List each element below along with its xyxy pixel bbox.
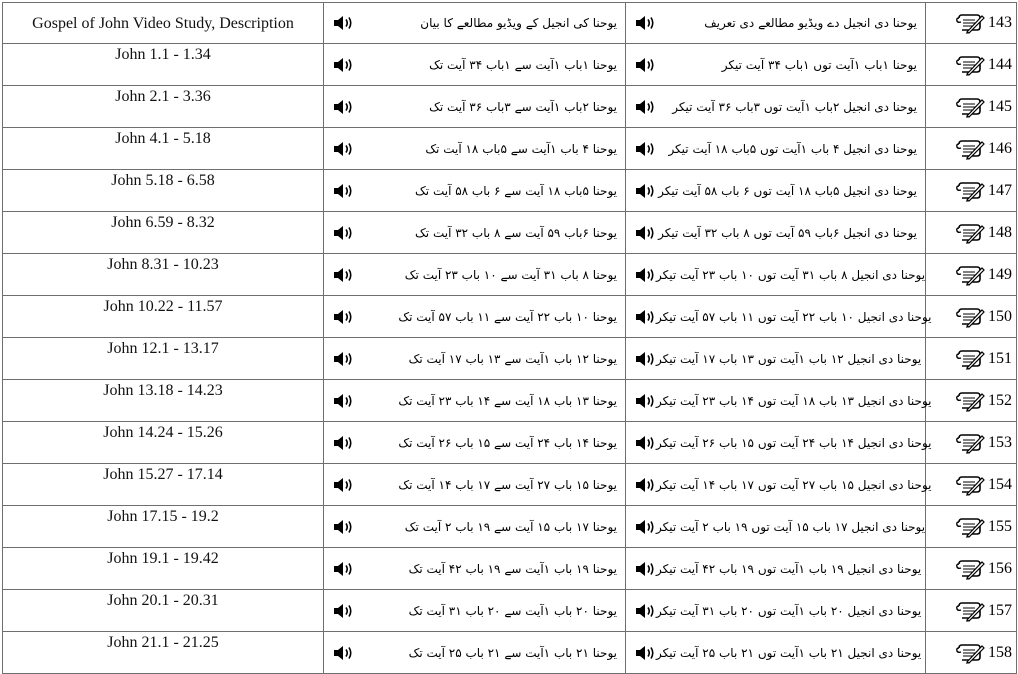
row-number: 143 <box>988 14 1012 31</box>
number-cell <box>926 338 1017 380</box>
speaker-icon[interactable] <box>634 603 656 619</box>
punjabi-cell <box>626 3 926 44</box>
reference-cell <box>3 590 324 632</box>
number-cell <box>926 170 1017 212</box>
urdu-audio-link[interactable]: یوحنا ۱۹ باب ۱آیت سے ۱۹ باب ۴۲ آیت تک <box>408 561 617 576</box>
scroll-quill-icon <box>955 264 985 286</box>
punjabi-audio-link[interactable]: یوحنا دی انجیل ۶باب ۵۹ آیت توں ۸ باب ۳۲ آیت تیکر <box>658 225 917 240</box>
punjabi-audio-link[interactable]: یوحنا دی انجیل ۸ باب ۳۱ آیت توں ۱۰ باب ۲۳ آیت تیکر <box>656 267 926 282</box>
row-number: 150 <box>988 307 1012 325</box>
row-number: 144 <box>988 55 1012 73</box>
table-row <box>3 3 1017 44</box>
urdu-cell <box>324 464 626 506</box>
punjabi-audio-link[interactable]: یوحنا دی انجیل ۱۴ باب ۲۴ آیت توں ۱۵ باب ۲۶ آیت تیکر <box>656 435 932 450</box>
punjabi-audio-link[interactable]: یوحنا دی انجیل ۱۲ باب ۱آیت توں ۱۳ باب ۱۷ آیت تیکر <box>656 351 922 366</box>
reference-cell <box>3 128 324 170</box>
speaker-icon[interactable] <box>634 561 656 577</box>
reference-cell <box>3 632 324 674</box>
table-row <box>3 422 1017 464</box>
reference-cell <box>3 422 324 464</box>
scroll-quill-icon <box>955 348 985 370</box>
reference-text: John 2.1 - 3.36 <box>115 88 211 105</box>
reference-text: John 12.1 - 13.17 <box>107 340 219 357</box>
table-row <box>3 506 1017 548</box>
speaker-icon[interactable] <box>332 183 354 199</box>
punjabi-audio-link[interactable]: یوحنا دی انجیل ۱۳ باب ۱۸ آیت توں ۱۴ باب ۲۳ آیت تیکر <box>656 393 932 408</box>
speaker-icon[interactable] <box>332 645 354 661</box>
reference-text: John 8.31 - 10.23 <box>107 256 219 273</box>
urdu-audio-link[interactable]: یوحنا ۵باب ۱۸ آیت سے ۶ باب ۵۸ آیت تک <box>415 183 617 198</box>
reference-text: John 13.18 - 14.23 <box>103 382 223 399</box>
urdu-audio-link[interactable]: یوحنا ۸ باب ۳۱ آیت سے ۱۰ باب ۲۳ آیت تک <box>404 267 617 282</box>
scroll-quill-icon <box>955 432 985 454</box>
punjabi-cell <box>626 632 926 674</box>
scroll-quill-icon <box>955 558 985 580</box>
reference-cell <box>3 464 324 506</box>
urdu-cell <box>324 632 626 674</box>
number-cell <box>926 296 1017 338</box>
scroll-quill-icon <box>955 516 985 538</box>
punjabi-cell <box>626 506 926 548</box>
number-cell <box>926 3 1017 44</box>
urdu-audio-link[interactable]: یوحنا ۶باب ۵۹ آیت سے ۸ باب ۳۲ آیت تک <box>415 225 617 240</box>
number-cell <box>926 128 1017 170</box>
punjabi-cell <box>626 548 926 590</box>
reference-text: John 1.1 - 1.34 <box>115 46 211 63</box>
urdu-audio-link[interactable]: یوحنا کی انجیل کے ویڈیو مطالعے کا بیان <box>420 16 617 30</box>
urdu-audio-link[interactable]: یوحنا ۱باب ۱آیت سے ۱باب ۳۴ آیت تک <box>429 57 617 72</box>
scroll-quill-icon <box>955 222 985 244</box>
punjabi-cell <box>626 86 926 128</box>
punjabi-cell <box>626 338 926 380</box>
punjabi-cell <box>626 296 932 338</box>
urdu-audio-link[interactable]: یوحنا ۱۴ باب ۲۴ آیت سے ۱۵ باب ۲۶ آیت تک <box>398 435 617 450</box>
punjabi-audio-link[interactable]: یوحنا دی انجیل ۱۵ باب ۲۷ آیت توں ۱۷ باب ۱۴ آیت تیکر <box>656 477 932 492</box>
row-number: 154 <box>988 475 1012 493</box>
table-row <box>3 170 1017 212</box>
speaker-icon[interactable] <box>634 351 656 367</box>
row-number: 151 <box>988 349 1012 367</box>
table-row <box>3 296 1017 338</box>
punjabi-audio-link[interactable]: یوحنا دی انجیل ۱۰ باب ۲۲ آیت توں ۱۱ باب ۵۷ آیت تیکر <box>656 309 932 324</box>
reference-text: John 5.18 - 6.58 <box>111 172 215 189</box>
urdu-cell <box>324 590 626 632</box>
scroll-quill-icon <box>955 306 985 328</box>
reference-cell <box>3 296 324 338</box>
number-cell <box>926 548 1017 590</box>
speaker-icon[interactable] <box>634 225 656 241</box>
row-number: 155 <box>988 517 1012 535</box>
number-cell <box>926 380 1017 422</box>
row-number: 156 <box>988 559 1012 577</box>
reference-cell <box>3 44 324 86</box>
scroll-quill-icon <box>955 54 985 76</box>
scroll-quill-icon <box>955 180 985 202</box>
punjabi-cell <box>626 128 926 170</box>
row-number: 148 <box>988 223 1012 241</box>
reference-text: John 6.59 - 8.32 <box>111 214 215 231</box>
urdu-cell <box>324 296 626 338</box>
speaker-icon[interactable] <box>332 309 354 325</box>
reference-text: John 17.15 - 19.2 <box>107 508 219 525</box>
punjabi-cell <box>626 422 932 464</box>
speaker-icon[interactable] <box>634 99 656 115</box>
punjabi-audio-link[interactable]: یوحنا دی انجیل ۲باب ۱آیت توں ۳باب ۳۶ آیت تیکر <box>672 99 917 114</box>
reference-cell <box>3 338 324 380</box>
speaker-icon[interactable] <box>634 267 656 283</box>
reference-text: John 15.27 - 17.14 <box>103 466 223 483</box>
speaker-icon[interactable] <box>332 477 354 493</box>
row-number: 157 <box>988 601 1012 619</box>
scroll-quill-icon <box>955 642 985 664</box>
speaker-icon[interactable] <box>332 519 354 535</box>
punjabi-audio-link[interactable]: یوحنا دی انجیل ۱۷ باب ۱۵ آیت توں ۱۹ باب ۲ آیت تیکر <box>656 519 926 534</box>
reference-cell <box>3 86 324 128</box>
speaker-icon[interactable] <box>332 15 354 31</box>
table-row <box>3 632 1017 674</box>
punjabi-audio-link[interactable]: یوحنا ۱باب ۱آیت توں ۱باب ۳۴ آیت تیکر <box>721 57 917 72</box>
punjabi-audio-link[interactable]: یوحنا دی انجیل دے ویڈیو مطالعے دی تعریف <box>704 16 917 30</box>
urdu-cell <box>324 506 626 548</box>
row-number: 145 <box>988 97 1012 115</box>
table-row <box>3 548 1017 590</box>
urdu-audio-link[interactable]: یوحنا ۱۳ باب ۱۸ آیت سے ۱۴ باب ۲۳ آیت تک <box>398 393 617 408</box>
number-cell <box>926 422 1017 464</box>
urdu-audio-link[interactable]: یوحنا ۱۲ باب ۱آیت سے ۱۳ باب ۱۷ آیت تک <box>408 351 617 366</box>
row-number: 147 <box>988 181 1012 199</box>
number-cell <box>926 464 1017 506</box>
reference-cell <box>3 506 324 548</box>
table-row <box>3 128 1017 170</box>
speaker-icon[interactable] <box>634 15 656 31</box>
reference-cell <box>3 548 324 590</box>
speaker-icon[interactable] <box>634 57 656 73</box>
reference-text: Gospel of John Video Study, Description <box>32 14 294 32</box>
table-row <box>3 86 1017 128</box>
speaker-icon[interactable] <box>332 99 354 115</box>
urdu-cell <box>324 128 626 170</box>
reference-text: John 14.24 - 15.26 <box>103 424 223 441</box>
speaker-icon[interactable] <box>634 141 656 157</box>
scroll-quill-icon <box>955 600 985 622</box>
urdu-audio-link[interactable]: یوحنا ۲باب ۱آیت سے ۳باب ۳۶ آیت تک <box>429 99 617 114</box>
table-row <box>3 254 1017 296</box>
urdu-audio-link[interactable]: یوحنا ۴ باب ۱آیت سے ۵باب ۱۸ آیت تک <box>425 141 617 156</box>
urdu-audio-link[interactable]: یوحنا ۱۵ باب ۲۷ آیت سے ۱۷ باب ۱۴ آیت تک <box>398 477 617 492</box>
urdu-audio-link[interactable]: یوحنا ۱۰ باب ۲۲ آیت سے ۱۱ باب ۵۷ آیت تک <box>398 309 617 324</box>
table-row <box>3 590 1017 632</box>
punjabi-audio-link[interactable]: یوحنا دی انجیل ۴ باب ۱آیت توں ۵باب ۱۸ آیت تیکر <box>668 141 917 156</box>
row-number: 153 <box>988 433 1012 451</box>
speaker-icon[interactable] <box>332 141 354 157</box>
reference-cell <box>3 380 324 422</box>
urdu-cell <box>324 3 626 44</box>
row-number: 149 <box>988 265 1012 283</box>
urdu-cell <box>324 548 626 590</box>
punjabi-cell <box>626 170 926 212</box>
speaker-icon[interactable] <box>634 477 656 493</box>
urdu-cell <box>324 254 626 296</box>
table-row <box>3 44 1017 86</box>
speaker-icon[interactable] <box>634 309 656 325</box>
speaker-icon[interactable] <box>332 225 354 241</box>
row-number: 146 <box>988 139 1012 157</box>
number-cell <box>926 506 1017 548</box>
punjabi-cell <box>626 380 932 422</box>
reference-cell <box>3 170 324 212</box>
urdu-cell <box>324 422 626 464</box>
speaker-icon[interactable] <box>332 351 354 367</box>
reference-cell <box>3 254 324 296</box>
speaker-icon[interactable] <box>332 393 354 409</box>
number-cell <box>926 44 1017 86</box>
punjabi-cell <box>626 464 932 506</box>
urdu-cell <box>324 44 626 86</box>
urdu-cell <box>324 86 626 128</box>
speaker-icon[interactable] <box>332 435 354 451</box>
speaker-icon[interactable] <box>634 393 656 409</box>
urdu-cell <box>324 212 626 254</box>
punjabi-cell <box>626 254 926 296</box>
urdu-audio-link[interactable]: یوحنا ۱۷ باب ۱۵ آیت سے ۱۹ باب ۲ آیت تک <box>404 519 617 534</box>
scroll-quill-icon <box>955 138 985 160</box>
urdu-audio-link[interactable]: یوحنا ۲۰ باب ۱آیت سے ۲۰ باب ۳۱ آیت تک <box>408 603 617 618</box>
table-body <box>3 3 1017 674</box>
speaker-icon[interactable] <box>332 561 354 577</box>
speaker-icon[interactable] <box>332 267 354 283</box>
punjabi-audio-link[interactable]: یوحنا دی انجیل ۱۹ باب ۱آیت توں ۱۹ باب ۴۲ آیت تیکر <box>656 561 922 576</box>
table-row <box>3 212 1017 254</box>
reference-cell <box>3 3 324 44</box>
number-cell <box>926 86 1017 128</box>
speaker-icon[interactable] <box>634 645 656 661</box>
reference-text: John 10.22 - 11.57 <box>103 298 223 315</box>
number-cell <box>926 254 1017 296</box>
row-number: 152 <box>988 391 1012 409</box>
speaker-icon[interactable] <box>332 57 354 73</box>
table-row <box>3 338 1017 380</box>
punjabi-audio-link[interactable]: یوحنا دی انجیل ۲۱ باب ۱آیت توں ۲۱ باب ۲۵ آیت تیکر <box>656 645 922 660</box>
scroll-quill-icon <box>955 12 985 34</box>
urdu-cell <box>324 380 626 422</box>
punjabi-cell <box>626 590 926 632</box>
number-cell <box>926 632 1017 674</box>
reference-text: John 19.1 - 19.42 <box>107 550 219 567</box>
punjabi-cell <box>626 212 926 254</box>
number-cell <box>926 590 1017 632</box>
study-table <box>2 2 1017 674</box>
speaker-icon[interactable] <box>634 519 656 535</box>
punjabi-cell <box>626 44 926 86</box>
urdu-cell <box>324 170 626 212</box>
row-number: 158 <box>988 643 1012 661</box>
scroll-quill-icon <box>955 390 985 412</box>
reference-text: John 4.1 - 5.18 <box>115 130 211 147</box>
reference-text: John 20.1 - 20.31 <box>107 592 219 609</box>
speaker-icon[interactable] <box>332 603 354 619</box>
urdu-cell <box>324 338 626 380</box>
speaker-icon[interactable] <box>634 183 656 199</box>
table-row <box>3 380 1017 422</box>
reference-cell <box>3 212 324 254</box>
speaker-icon[interactable] <box>634 435 656 451</box>
number-cell <box>926 212 1017 254</box>
urdu-audio-link[interactable]: یوحنا ۲۱ باب ۱آیت سے ۲۱ باب ۲۵ آیت تک <box>408 645 617 660</box>
reference-text: John 21.1 - 21.25 <box>107 634 219 651</box>
scroll-quill-icon <box>955 474 985 496</box>
scroll-quill-icon <box>955 96 985 118</box>
punjabi-audio-link[interactable]: یوحنا دی انجیل ۲۰ باب ۱آیت توں ۲۰ باب ۳۱ آیت تیکر <box>656 603 922 618</box>
table-row <box>3 464 1017 506</box>
punjabi-audio-link[interactable]: یوحنا دی انجیل ۵باب ۱۸ آیت توں ۶ باب ۵۸ آیت تیکر <box>658 183 917 198</box>
